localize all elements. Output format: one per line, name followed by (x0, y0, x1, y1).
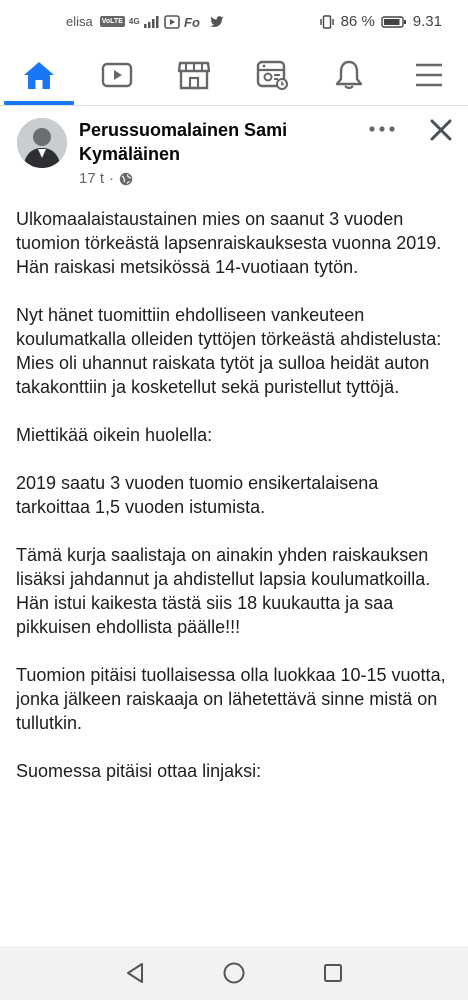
hamburger-icon (414, 62, 444, 88)
profile-photo (17, 118, 67, 168)
network-type: 4G (128, 17, 140, 26)
vibrate-icon (319, 14, 335, 30)
battery-icon (381, 15, 407, 29)
author-name-line2: Kymäläinen (79, 144, 181, 164)
status-bar (0, 0, 468, 40)
back-icon (125, 962, 145, 984)
nav-feeds[interactable] (235, 44, 309, 106)
svg-text:Fo: Fo (183, 14, 200, 29)
volte-badge: VoLTE (101, 18, 123, 25)
nav-home[interactable] (2, 44, 76, 106)
nav-watch[interactable] (80, 44, 154, 106)
post-paragraph: Nyt hänet tuomittiin ehdolliseen vankeuteen koulumatkalla olleiden tyttöjen törkeästä ahdistelusta: Mies oli uhannut raiskata tytöt ja sulloa heidät auton takakonttiin ja kosketellut sekä puristellut tyttöjä. (16, 305, 442, 397)
circle-home-icon (222, 961, 246, 985)
post-time[interactable]: 17 t (79, 170, 105, 187)
system-navigation-bar (0, 946, 468, 1000)
post-paragraph: Ulkomaalaistaustainen mies on saanut 3 vuoden tuomion törkeästä lapsenraiskauksesta vuonna 2019. Hän raiskasi metsikössä 14-vuotiaan tytön. (16, 209, 442, 277)
post-header (0, 108, 468, 198)
video-icon (164, 15, 180, 29)
battery-percent: 86 % (340, 13, 375, 30)
bell-icon (334, 59, 364, 91)
nav-menu[interactable] (392, 44, 466, 106)
nav-marketplace[interactable] (157, 44, 231, 106)
recents-button[interactable] (320, 960, 346, 986)
status-left (66, 14, 224, 29)
close-icon (430, 119, 452, 141)
status-right (319, 13, 442, 30)
carrier-name: elisa (66, 14, 93, 29)
post-paragraph: Miettikää oikein huolella: (16, 425, 213, 445)
clock: 9.31 (412, 13, 442, 30)
feeds-icon (256, 60, 288, 90)
globe-icon (119, 172, 133, 186)
post-paragraph: 2019 saatu 3 vuoden tuomio ensikertalaisena tarkoittaa 1,5 vuoden istumista. (16, 473, 379, 517)
author-name-line1: Perussuomalainen Sami (79, 120, 288, 140)
store-icon (177, 60, 211, 90)
video-icon (101, 61, 133, 89)
active-tab-indicator (4, 101, 74, 105)
post-meta (79, 170, 133, 187)
home-icon (23, 60, 55, 90)
close-button[interactable] (425, 114, 457, 146)
signal-icon (144, 16, 160, 28)
back-button[interactable] (122, 960, 148, 986)
nav-notifications[interactable] (312, 44, 386, 106)
top-nav-bar (0, 44, 468, 106)
more-icon (369, 126, 395, 132)
post-paragraph: Suomessa pitäisi ottaa linjaksi: (16, 761, 262, 781)
more-options-button[interactable] (365, 118, 399, 140)
post-paragraph: Tämä kurja saalistaja on ainakin yhden raiskauksen lisäksi jahdannut ja ahdistellut lapsia koulumatkoilla. Hän istui kaikesta tästä siis 18 kuukautta ja saa pikkuisen ehdollista päälle!!! (16, 545, 431, 637)
author-name[interactable] (79, 118, 329, 166)
post-text (16, 207, 456, 945)
avatar[interactable] (17, 118, 67, 168)
post-paragraph: Tuomion pitäisi tuollaisessa olla luokkaa 10-15 vuotta, jonka jälkeen raiskaaja on lähetettävä sinne mistä on tullutkin. (16, 665, 446, 733)
square-recents-icon (322, 962, 344, 984)
home-button[interactable] (221, 960, 247, 986)
facebook-messenger-icon (184, 15, 206, 29)
meta-separator: · (109, 170, 115, 187)
twitter-icon (210, 16, 224, 28)
